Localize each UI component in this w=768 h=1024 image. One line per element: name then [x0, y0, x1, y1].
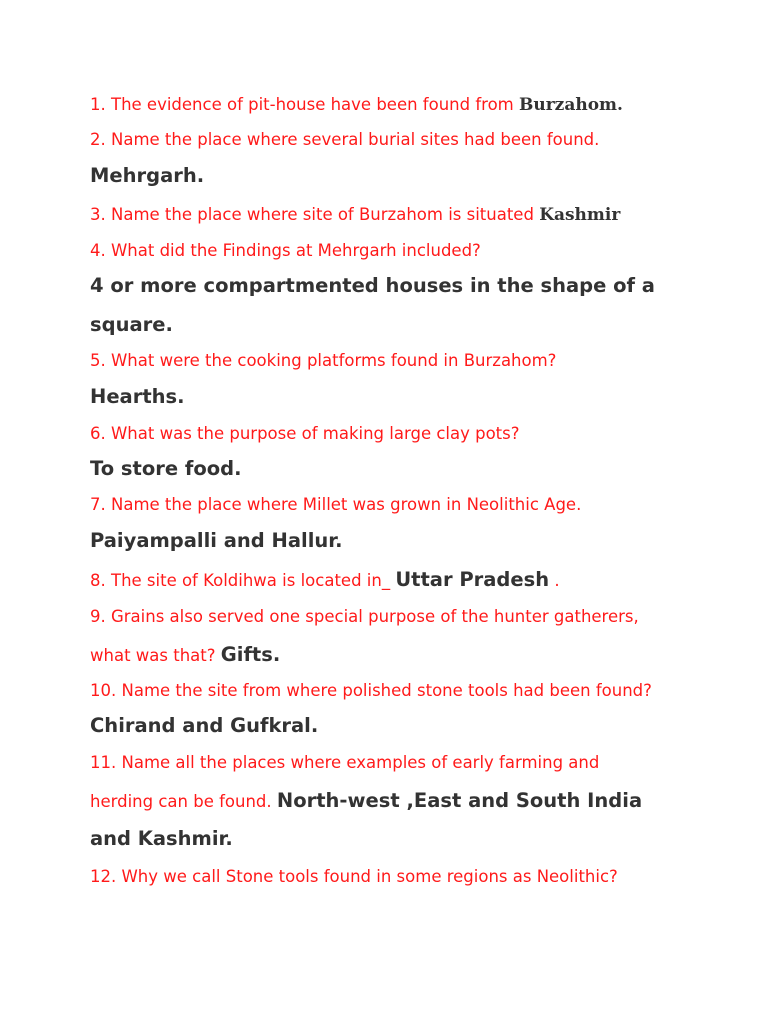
question-9-line-2: [90, 643, 280, 666]
question-9-part-2: what was that?: [90, 646, 221, 665]
question-9-line-1: 9. Grains also served one special purpose of the hunter gatherers,: [90, 607, 639, 626]
question-1-line: [90, 95, 623, 115]
question-2: 2. Name the place where several burial sites had been found.: [90, 130, 600, 149]
answer-4-line-1: 4 or more compartmented houses in the shape of a: [90, 274, 655, 297]
answer-1: Burzahom.: [519, 95, 623, 115]
answer-3: Kashmir: [539, 205, 621, 225]
question-8: 8. The site of Koldihwa is located in_: [90, 571, 396, 590]
answer-7: Paiyampalli and Hallur.: [90, 529, 343, 552]
answer-5: Hearths.: [90, 385, 185, 408]
question-6: 6. What was the purpose of making large clay pots?: [90, 424, 520, 443]
answer-10: Chirand and Gufkral.: [90, 714, 319, 737]
question-11-line-2: [90, 789, 642, 812]
question-4: 4. What did the Findings at Mehrgarh included?: [90, 241, 481, 260]
question-11-part-2: herding can be found.: [90, 792, 277, 811]
answer-8-tail: .: [549, 571, 560, 590]
question-12: 12. Why we call Stone tools found in some regions as Neolithic?: [90, 867, 618, 886]
question-7: 7. Name the place where Millet was grown in Neolithic Age.: [90, 495, 582, 514]
question-5: 5. What were the cooking platforms found in Burzahom?: [90, 351, 557, 370]
answer-8: Uttar Pradesh: [395, 568, 550, 591]
answer-11-line-2: and Kashmir.: [90, 827, 233, 850]
question-11-line-1: 11. Name all the places where examples of early farming and: [90, 753, 600, 772]
question-3-line: [90, 205, 620, 225]
question-1: 1. The evidence of pit-house have been found from: [90, 95, 519, 114]
answer-2: Mehrgarh.: [90, 164, 205, 187]
question-8-line: [90, 568, 560, 591]
answer-11-line-1: North-west ,East and South India: [276, 789, 643, 812]
answer-9: Gifts.: [220, 643, 281, 666]
question-3: 3. Name the place where site of Burzahom is situated: [90, 205, 540, 224]
answer-4-line-2: square.: [90, 313, 173, 336]
answer-6: To store food.: [90, 457, 242, 480]
question-10: 10. Name the site from where polished stone tools had been found?: [90, 681, 652, 700]
